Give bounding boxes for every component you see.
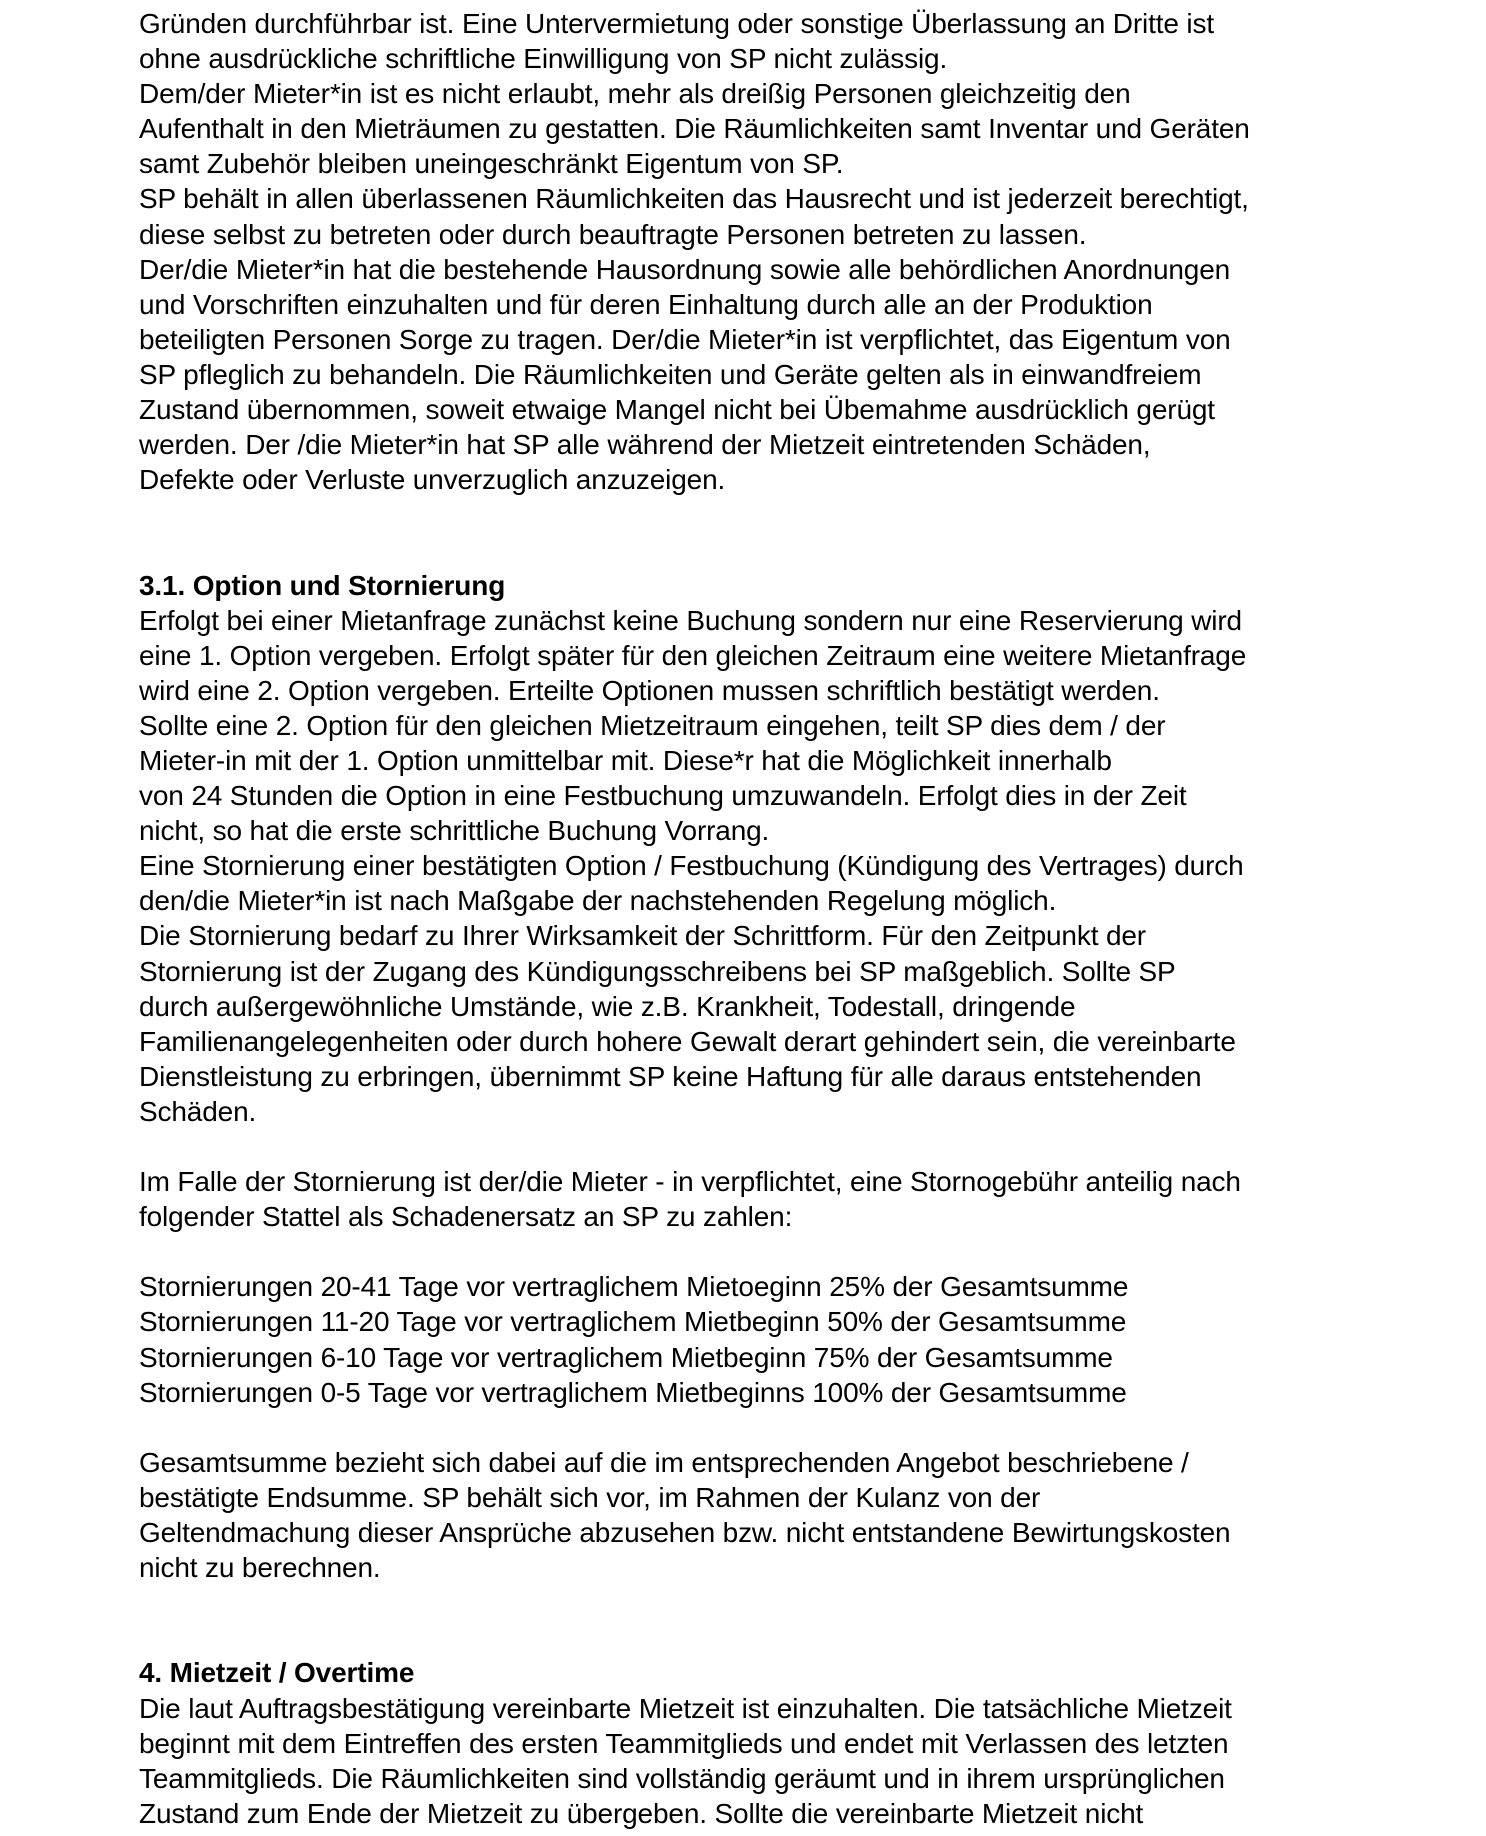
text-line: Der/die Mieter*in hat die bestehende Hausordnung sowie alle behördlichen Anordnungen <box>139 253 1231 285</box>
text-line: Stornierungen 6-10 Tage vor vertraglichem Mietbeginn 75% der Gesamtsumme <box>139 1341 1113 1373</box>
text-line: Stornierungen 20-41 Tage vor vertraglichem Mietoeginn 25% der Gesamtsumme <box>139 1271 1129 1303</box>
paragraph-spacer <box>139 1585 1469 1620</box>
text-line: Die laut Auftragsbestätigung vereinbarte Mietzeit ist einzuhalten. Die tatsächliche Mietzeit <box>139 1692 1232 1724</box>
paragraph-spacer <box>139 1234 1469 1269</box>
text-line: von 24 Stunden die Option in eine Festbuchung umzuwandeln. Erfolgt dies in der Zeit <box>139 780 1187 812</box>
text-line: Zustand zum Ende der Mietzeit zu übergeben. Sollte die vereinbarte Mietzeit nicht <box>139 1797 1144 1829</box>
text-line: SP behält in allen überlassenen Räumlichkeiten das Hausrecht und ist jederzeit berechtigt, <box>139 183 1249 215</box>
text-line: SP pfleglich zu behandeln. Die Räumlichkeiten und Geräte gelten als in einwandfreiem <box>139 358 1202 390</box>
document-page <box>139 6 1469 1831</box>
paragraph-spacer <box>139 532 1469 567</box>
text-line: durch außergewöhnliche Umstände, wie z.B. Krankheit, Todestall, dringende <box>139 990 1076 1022</box>
text-line: werden. Der /die Mieter*in hat SP alle während der Mietzeit eintretenden Schäden, <box>139 429 1151 461</box>
text-line: Geltendmachung dieser Ansprüche abzusehen bzw. nicht entstandene Bewirtungskosten <box>139 1517 1231 1549</box>
text-line: Mieter-in mit der 1. Option unmittelbar mit. Diese*r hat die Möglichkeit innerhalb <box>139 744 1112 776</box>
text-line: Stornierungen 11-20 Tage vor vertraglichem Mietbeginn 50% der Gesamtsumme <box>139 1306 1127 1338</box>
text-line: Aufenthalt in den Mieträumen zu gestatten. Die Räumlichkeiten samt Inventar und Geräten <box>139 113 1250 145</box>
option-para-3 <box>139 848 1469 918</box>
paragraph-spacer <box>139 1620 1469 1655</box>
section-3-1-heading: 3.1. Option und Stornierung <box>139 569 506 601</box>
text-line: eine 1. Option vergeben. Erfolgt später für den gleichen Zeitraum eine weitere Mietanfrage <box>139 639 1247 671</box>
intro-para-2 <box>139 76 1469 181</box>
option-para-1 <box>139 603 1469 708</box>
text-line: Teammitglieds. Die Räumlichkeiten sind vollständig geräumt und in ihrem ursprünglichen <box>139 1762 1225 1794</box>
text-line: diese selbst zu betreten oder durch beauftragte Personen betreten zu lassen. <box>139 218 1087 250</box>
option-para-6 <box>139 1445 1469 1585</box>
text-line: Die Stornierung bedarf zu Ihrer Wirksamkeit der Schrittform. Für den Zeitpunkt der <box>139 920 1146 952</box>
text-line: nicht zu berechnen. <box>139 1552 381 1584</box>
intro-para-3 <box>139 181 1469 251</box>
text-line: beginnt mit dem Eintreffen des ersten Teammitglieds und endet mit Verlassen des letzten <box>139 1727 1229 1759</box>
text-line: beteiligten Personen Sorge zu tragen. Der/die Mieter*in ist verpflichtet, das Eigentum von <box>139 323 1231 355</box>
paragraph-spacer <box>139 1410 1469 1445</box>
text-line: Defekte oder Verluste unverzuglich anzuzeigen. <box>139 464 726 496</box>
text-line: ohne ausdrückliche schriftliche Einwilligung von SP nicht zulässig. <box>139 43 948 75</box>
text-line: Stornierung ist der Zugang des Kündigungsschreibens bei SP maßgeblich. Sollte SP <box>139 955 1176 987</box>
text-line: bestätigte Endsumme. SP behält sich vor, im Rahmen der Kulanz von der <box>139 1481 1041 1513</box>
option-para-2 <box>139 708 1469 848</box>
cancellation-fee-list <box>139 1269 1469 1409</box>
intro-para-1 <box>139 6 1469 76</box>
text-line: Schäden. <box>139 1095 257 1127</box>
text-line: folgender Stattel als Schadenersatz an SP zu zahlen: <box>139 1201 793 1233</box>
text-line: Sollte eine 2. Option für den gleichen Mietzeitraum eingehen, teilt SP dies dem / der <box>139 709 1166 741</box>
text-line: Familienangelegenheiten oder durch hohere Gewalt derart gehindert sein, die vereinbarte <box>139 1025 1236 1057</box>
text-line: Erfolgt bei einer Mietanfrage zunächst keine Buchung sondern nur eine Reservierung wird <box>139 604 1242 636</box>
text-line: den/die Mieter*in ist nach Maßgabe der nachstehenden Regelung möglich. <box>139 885 1057 917</box>
text-line: wird eine 2. Option vergeben. Erteilte Optionen mussen schriftlich bestätigt werden. <box>139 674 1160 706</box>
paragraph-spacer <box>139 497 1469 532</box>
text-line: Gesamtsumme bezieht sich dabei auf die im entsprechenden Angebot beschriebene / <box>139 1446 1189 1478</box>
paragraph-spacer <box>139 1129 1469 1164</box>
text-line: Dem/der Mieter*in ist es nicht erlaubt, mehr als dreißig Personen gleichzeitig den <box>139 78 1131 110</box>
section-4-heading: 4. Mietzeit / Overtime <box>139 1657 415 1689</box>
text-line: Dienstleistung zu erbringen, übernimmt SP keine Haftung für alle daraus entstehenden <box>139 1060 1202 1092</box>
text-line: nicht, so hat die erste schrittliche Buchung Vorrang. <box>139 815 770 847</box>
intro-para-4 <box>139 252 1469 498</box>
text-line: und Vorschriften einzuhalten und für deren Einhaltung durch alle an der Produktion <box>139 288 1153 320</box>
text-line: Im Falle der Stornierung ist der/die Mieter - in verpflichtet, eine Stornogebühr anteilig nach <box>139 1166 1241 1198</box>
text-line: samt Zubehör bleiben uneingeschränkt Eigentum von SP. <box>139 148 844 180</box>
text-line: Zustand übernommen, soweit etwaige Mangel nicht bei Übemahme ausdrücklich gerügt <box>139 394 1215 426</box>
text-line: Stornierungen 0-5 Tage vor vertraglichem Mietbeginns 100% der Gesamtsumme <box>139 1376 1127 1408</box>
option-para-4 <box>139 918 1469 1129</box>
option-para-5 <box>139 1164 1469 1234</box>
text-line: Eine Stornierung einer bestätigten Option / Festbuchung (Kündigung des Vertrages) durch <box>139 850 1244 882</box>
text-line: Gründen durchführbar ist. Eine Untervermietung oder sonstige Überlassung an Dritte ist <box>139 8 1214 39</box>
mietzeit-para-1 <box>139 1691 1469 1831</box>
